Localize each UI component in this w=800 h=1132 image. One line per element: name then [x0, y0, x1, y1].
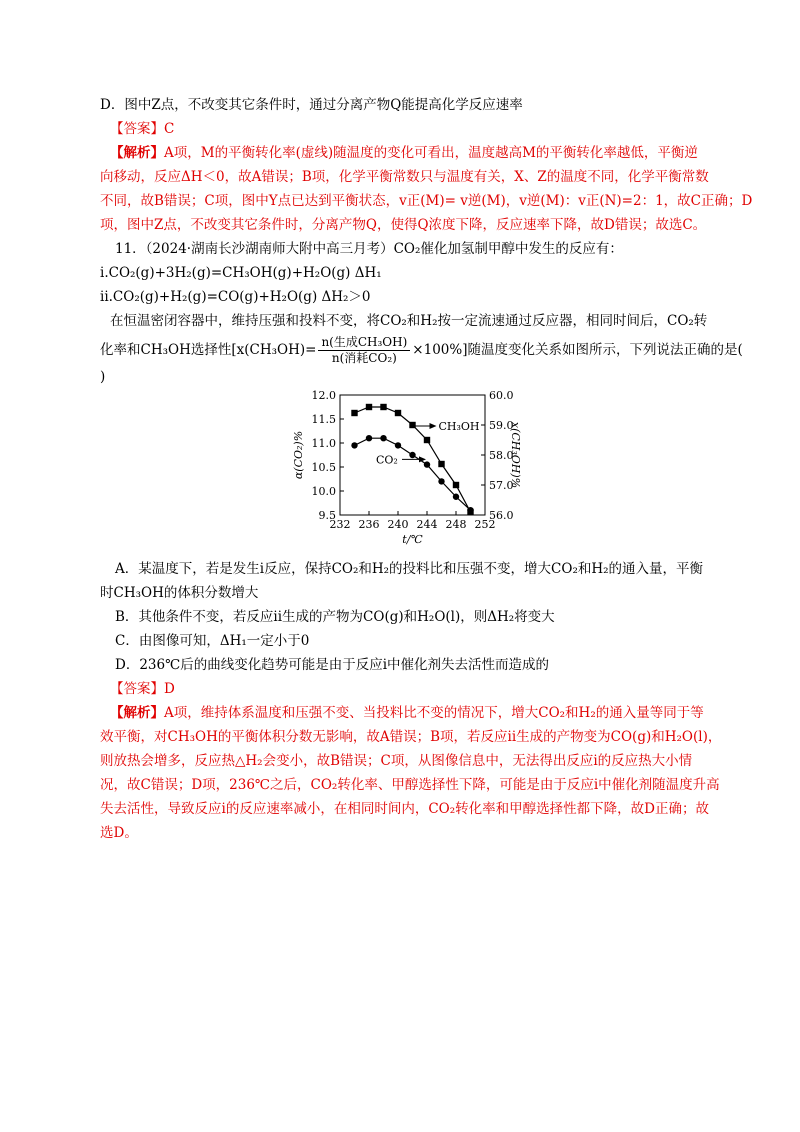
plot-area	[292, 389, 522, 546]
x-tick-label: 232	[329, 518, 351, 531]
analysis-1-line-1	[110, 141, 740, 165]
x-tick-label: 236	[358, 518, 380, 531]
fraction-numerator: n(生成CH₃OH)	[318, 335, 410, 351]
ch3oh-point	[438, 461, 444, 467]
y-left-tick-label: 12.0	[311, 389, 336, 402]
analysis-1-label: 【解析】	[110, 145, 164, 161]
option-a-line-2: 时CH₃OH的体积分数增大	[100, 585, 259, 601]
y-right-axis-label: x(CH₃OH)%	[509, 421, 522, 489]
context-line-2-pre: 化率和CH₃OH选择性[x(CH₃OH)=	[100, 342, 317, 358]
analysis-2-line-5: 失去活性，导致反应i的反应速率减小，在相同时间内，CO₂转化率和甲醇选择性都下降，故D正确；故	[100, 801, 709, 817]
ch3oh-annotation-label: CH₃OH	[438, 420, 480, 433]
x-axis-label: t/℃	[402, 533, 423, 546]
conversion-selectivity-chart	[290, 385, 520, 560]
co2-point	[395, 442, 401, 448]
co2-point	[438, 478, 444, 484]
y-left-tick-label: 10.5	[311, 461, 336, 474]
analysis-2-text-1: A项，维持体系温度和压强不变、当投料比不变的情况下，增大CO₂和H₂的通入量等同于等	[164, 705, 704, 721]
y-right-tick-label: 60.0	[489, 389, 514, 402]
x-tick-label: 240	[387, 518, 409, 531]
context-line-2	[100, 330, 743, 370]
ch3oh-point	[366, 404, 372, 410]
co2-point	[380, 435, 386, 441]
y-left-axis-label: α(CO₂)%	[292, 430, 305, 480]
analysis-2-line-6: 选D。	[100, 825, 138, 841]
x-tick-label: 252	[474, 518, 496, 531]
x-tick-label: 248	[445, 518, 467, 531]
selectivity-fraction	[318, 335, 410, 366]
option-c: C．由图像可知，ΔH₁一定小于0	[115, 633, 310, 649]
context-line-1: 在恒温密闭容器中，维持压强和投料不变，将CO₂和H₂按一定流速通过反应器，相同时间后，CO₂转	[110, 313, 708, 329]
co2-point	[467, 507, 473, 513]
x-tick-label: 244	[416, 518, 438, 531]
y-right-tick-label: 56.0	[489, 509, 514, 522]
answer-1: 【答案】C	[110, 121, 175, 137]
question-11-stem: 11．（2024·湖南长沙湖南师大附中高三月考）CO₂催化加氢制甲醇中发生的反应有：	[115, 241, 623, 257]
analysis-1-line-3: 不同，故B错误；C项，图中Y点已达到平衡状态，v正(M)= v逆(M)，v逆(M)：v正(N)=2：1，故C正确；D	[100, 193, 753, 209]
co2-point	[453, 494, 459, 500]
fraction-denominator: n(消耗CO₂)	[331, 351, 397, 365]
y-right-tick-label: 59.0	[489, 419, 514, 432]
reaction-ii: ii.CO₂(g)+H₂(g)=CO(g)+H₂O(g) ΔH₂＞0	[100, 289, 371, 305]
analysis-1-text-1: A项，M的平衡转化率(虚线)随温度的变化可看出，温度越高M的平衡转化率越低，平衡逆	[164, 145, 698, 161]
reaction-i: i.CO₂(g)+3H₂(g)=CH₃OH(g)+H₂O(g) ΔH₁	[100, 265, 382, 281]
ch3oh-point	[395, 410, 401, 416]
analysis-2-line-4: 况，故C错误；D项，236℃之后，CO₂转化率、甲醇选择性下降，可能是由于反应i中催化剂随温度升高	[100, 777, 720, 793]
co2-annotation-label: CO₂	[376, 453, 398, 467]
answer-2: 【答案】D	[110, 681, 175, 697]
context-line-2-post: ×100%]随温度变化关系如图所示，下列说法正确的是(	[412, 342, 743, 358]
y-left-tick-label: 10.0	[311, 485, 336, 498]
analysis-2-line-3: 则放热会增多，反应热△H₂会变小，故B错误；C项，从图像信息中，无法得出反应i的反应热大小情	[100, 753, 693, 769]
y-left-tick-label: 9.5	[318, 509, 336, 522]
analysis-2-line-2: 效平衡，对CH₃OH的平衡体积分数无影响，故A错误；B项，若反应ii生成的产物变为CO(g)和H₂O(l)，	[100, 729, 722, 745]
series-line-co2	[355, 438, 471, 510]
option-d: D．236℃后的曲线变化趋势可能是由于反应i中催化剂失去活性而造成的	[115, 657, 550, 673]
ch3oh-point	[453, 482, 459, 488]
analysis-2-label: 【解析】	[110, 705, 164, 721]
ch3oh-point	[424, 437, 430, 443]
analysis-2-line-1	[110, 701, 740, 725]
co2-point	[366, 435, 372, 441]
option-b: B．其他条件不变，若反应ii生成的产物为CO(g)和H₂O(l)，则ΔH₂将变大	[115, 609, 555, 625]
ch3oh-arrow-head	[430, 423, 437, 429]
option-a-line-1: A．某温度下，若是发生i反应，保持CO₂和H₂的投料比和压强不变，增大CO₂和H₂的通入量，平衡	[115, 561, 704, 577]
analysis-1-line-4: 项，图中Z点，不改变其它条件时，分离产物Q，使得Q浓度下降，反应速率下降，故D错误；故选C。	[100, 217, 707, 233]
y-left-tick-label: 11.5	[311, 413, 336, 426]
co2-point	[351, 442, 357, 448]
y-right-tick-label: 58.0	[489, 449, 514, 462]
y-right-tick-label: 57.0	[489, 479, 514, 492]
close-paren: )	[100, 369, 106, 385]
ch3oh-point	[351, 410, 357, 416]
ch3oh-point	[409, 422, 415, 428]
y-left-tick-label: 11.0	[311, 437, 336, 450]
co2-point	[409, 452, 415, 458]
prev-option-d: D．图中Z点，不改变其它条件时，通过分离产物Q能提高化学反应速率	[100, 97, 523, 113]
ch3oh-point	[380, 404, 386, 410]
co2-point	[424, 461, 430, 467]
analysis-1-line-2: 向移动，反应ΔH＜0，故A错误；B项，化学平衡常数只与温度有关，X、Z的温度不同，化学平衡常数	[100, 169, 709, 185]
